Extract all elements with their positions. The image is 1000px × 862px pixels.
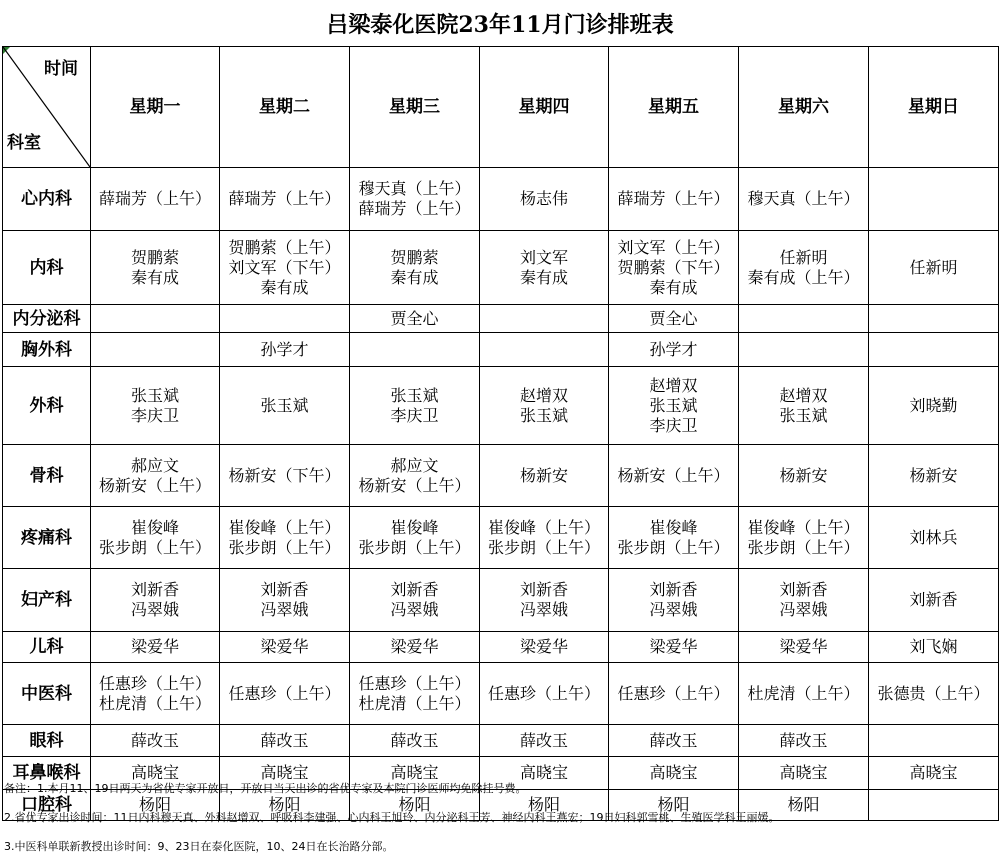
- schedule-cell: 郝应文 杨新安（上午）: [350, 445, 480, 507]
- schedule-cell: 刘文军（上午） 贺鹏萦（下午） 秦有成: [609, 231, 739, 305]
- schedule-cell: [869, 305, 999, 333]
- schedule-cell: 崔俊峰 张步朗（上午）: [609, 507, 739, 569]
- schedule-cell: 薛改玉: [609, 725, 739, 757]
- schedule-cell: [480, 305, 609, 333]
- dept-cell: 口腔科: [3, 790, 91, 821]
- schedule-cell: 杨阳: [739, 790, 869, 821]
- table-row: [3, 632, 999, 663]
- schedule-cell: 高晓宝: [480, 757, 609, 790]
- schedule-cell: 贾全心: [609, 305, 739, 333]
- schedule-cell: 任惠珍（上午） 杜虎清（上午）: [91, 663, 220, 725]
- schedule-cell: 梁爱华: [480, 632, 609, 663]
- note-2: 2.省优专家出诊时间：11日内科穆天真、外科赵增双、呼吸科李建强、心内科王旭玲、内分泌科王芳、神经内科王燕宏；19日妇科郭雪桃、生殖医学科王丽媛。: [4, 811, 780, 824]
- schedule-cell: 刘新香: [869, 569, 999, 632]
- schedule-cell: [350, 333, 480, 367]
- schedule-cell: 张玉斌 李庆卫: [350, 367, 480, 445]
- schedule-cell: 梁爱华: [91, 632, 220, 663]
- schedule-cell: 杨阳: [91, 790, 220, 821]
- schedule-cell: 孙学才: [220, 333, 350, 367]
- schedule-cell: 薛改玉: [350, 725, 480, 757]
- note-1: 备注：1.本月11、19日两天为省优专家开放日，开放日当天出诊的省优专家及本院门诊医师均免除挂号费。: [4, 782, 527, 795]
- schedule-cell: 贺鹏萦 秦有成: [91, 231, 220, 305]
- schedule-cell: 高晓宝: [609, 757, 739, 790]
- schedule-cell: 赵增双 张玉斌: [739, 367, 869, 445]
- schedule-cell: 高晓宝: [350, 757, 480, 790]
- schedule-cell: 梁爱华: [609, 632, 739, 663]
- table-row: [3, 725, 999, 757]
- schedule-cell: 杜虎清（上午）: [739, 663, 869, 725]
- dept-cell: 胸外科: [3, 333, 91, 367]
- schedule-cell: 杨新安（下午）: [220, 445, 350, 507]
- day-header: 星期四: [480, 47, 609, 168]
- day-header: 星期日: [869, 47, 999, 168]
- schedule-cell: 刘文军 秦有成: [480, 231, 609, 305]
- day-header: 星期一: [91, 47, 220, 168]
- schedule-cell: [869, 725, 999, 757]
- schedule-cell: [869, 333, 999, 367]
- table-row: [3, 445, 999, 507]
- schedule-cell: 刘新香 冯翠娥: [609, 569, 739, 632]
- schedule-cell: 张玉斌: [220, 367, 350, 445]
- notes-section: [4, 774, 994, 861]
- schedule-cell: 任惠珍（上午）: [480, 663, 609, 725]
- schedule-cell: 刘新香 冯翠娥: [480, 569, 609, 632]
- schedule-cell: 梁爱华: [350, 632, 480, 663]
- day-header: 星期二: [220, 47, 350, 168]
- schedule-cell: 刘晓勤: [869, 367, 999, 445]
- schedule-table: [2, 46, 999, 821]
- schedule-cell: 崔俊峰（上午） 张步朗（上午）: [220, 507, 350, 569]
- schedule-cell: 贺鹏萦 秦有成: [350, 231, 480, 305]
- schedule-cell: 薛瑞芳（上午）: [91, 168, 220, 231]
- schedule-cell: 郝应文 杨新安（上午）: [91, 445, 220, 507]
- day-header: 星期三: [350, 47, 480, 168]
- schedule-cell: 崔俊峰（上午） 张步朗（上午）: [480, 507, 609, 569]
- schedule-cell: 杨新安（上午）: [609, 445, 739, 507]
- table-row: [3, 367, 999, 445]
- dept-cell: 内科: [3, 231, 91, 305]
- schedule-cell: 穆天真（上午）: [739, 168, 869, 231]
- schedule-cell: 杨志伟: [480, 168, 609, 231]
- table-row: [3, 305, 999, 333]
- day-header: 星期六: [739, 47, 869, 168]
- schedule-cell: 薛改玉: [91, 725, 220, 757]
- schedule-cell: 刘新香 冯翠娥: [91, 569, 220, 632]
- schedule-cell: 梁爱华: [220, 632, 350, 663]
- schedule-cell: [220, 305, 350, 333]
- dept-cell: 内分泌科: [3, 305, 91, 333]
- dept-cell: 心内科: [3, 168, 91, 231]
- schedule-cell: 刘飞娴: [869, 632, 999, 663]
- dept-cell: 外科: [3, 367, 91, 445]
- schedule-cell: 贾全心: [350, 305, 480, 333]
- schedule-cell: 杨新安: [739, 445, 869, 507]
- schedule-cell: [480, 333, 609, 367]
- schedule-cell: 薛改玉: [739, 725, 869, 757]
- table-row: [3, 168, 999, 231]
- time-header-label: 时间: [44, 59, 78, 79]
- schedule-cell: 薛瑞芳（上午）: [609, 168, 739, 231]
- schedule-cell: [91, 305, 220, 333]
- schedule-cell: 孙学才: [609, 333, 739, 367]
- schedule-cell: [739, 305, 869, 333]
- schedule-cell: 梁爱华: [739, 632, 869, 663]
- dept-header-label: 科室: [7, 133, 41, 153]
- table-row: [3, 569, 999, 632]
- schedule-cell: [739, 333, 869, 367]
- dept-cell: 儿科: [3, 632, 91, 663]
- schedule-cell: 赵增双 张玉斌 李庆卫: [609, 367, 739, 445]
- dept-cell: 疼痛科: [3, 507, 91, 569]
- schedule-cell: 杨阳: [350, 790, 480, 821]
- dept-cell: 眼科: [3, 725, 91, 757]
- schedule-cell: 高晓宝: [220, 757, 350, 790]
- schedule-cell: [869, 168, 999, 231]
- schedule-cell: 刘新香 冯翠娥: [350, 569, 480, 632]
- schedule-cell: 崔俊峰 张步朗（上午）: [350, 507, 480, 569]
- schedule-cell: [91, 333, 220, 367]
- schedule-cell: 崔俊峰 张步朗（上午）: [91, 507, 220, 569]
- dept-cell: 骨科: [3, 445, 91, 507]
- schedule-cell: 任新明 秦有成（上午）: [739, 231, 869, 305]
- schedule-cell: 任惠珍（上午）: [220, 663, 350, 725]
- table-row: [3, 333, 999, 367]
- day-header: 星期五: [609, 47, 739, 168]
- schedule-cell: 刘新香 冯翠娥: [739, 569, 869, 632]
- schedule-cell: 刘林兵: [869, 507, 999, 569]
- dept-cell: 耳鼻喉科: [3, 757, 91, 790]
- schedule-cell: 任惠珍（上午）: [609, 663, 739, 725]
- schedule-cell: 张德贵（上午）: [869, 663, 999, 725]
- schedule-cell: 杨阳: [609, 790, 739, 821]
- schedule-cell: 任新明: [869, 231, 999, 305]
- schedule-cell: 杨新安: [480, 445, 609, 507]
- schedule-cell: 薛瑞芳（上午）: [220, 168, 350, 231]
- table-row: [3, 507, 999, 569]
- corner-header-cell: [3, 47, 91, 168]
- schedule-cell: 薛改玉: [480, 725, 609, 757]
- schedule-cell: 张玉斌 李庆卫: [91, 367, 220, 445]
- schedule-cell: 刘新香 冯翠娥: [220, 569, 350, 632]
- schedule-cell: 穆天真（上午） 薛瑞芳（上午）: [350, 168, 480, 231]
- schedule-cell: 贺鹏萦（上午） 刘文军（下午） 秦有成: [220, 231, 350, 305]
- schedule-cell: 任惠珍（上午） 杜虎清（上午）: [350, 663, 480, 725]
- schedule-cell: 赵增双 张玉斌: [480, 367, 609, 445]
- schedule-cell: 薛改玉: [220, 725, 350, 757]
- schedule-cell: 杨阳: [220, 790, 350, 821]
- table-row: [3, 663, 999, 725]
- note-3: 3.中医科单联新教授出诊时间：9、23日在泰化医院，10、24日在长治路分部。: [4, 840, 394, 853]
- schedule-cell: 杨阳: [480, 790, 609, 821]
- schedule-cell: 高晓宝: [739, 757, 869, 790]
- schedule-cell: 崔俊峰（上午） 张步朗（上午）: [739, 507, 869, 569]
- table-row: [3, 231, 999, 305]
- dept-cell: 妇产科: [3, 569, 91, 632]
- schedule-cell: 高晓宝: [91, 757, 220, 790]
- dept-cell: 中医科: [3, 663, 91, 725]
- schedule-cell: 高晓宝: [869, 757, 999, 790]
- schedule-cell: 杨新安: [869, 445, 999, 507]
- page-title: 吕梁泰化医院23年11月门诊排班表: [326, 11, 674, 38]
